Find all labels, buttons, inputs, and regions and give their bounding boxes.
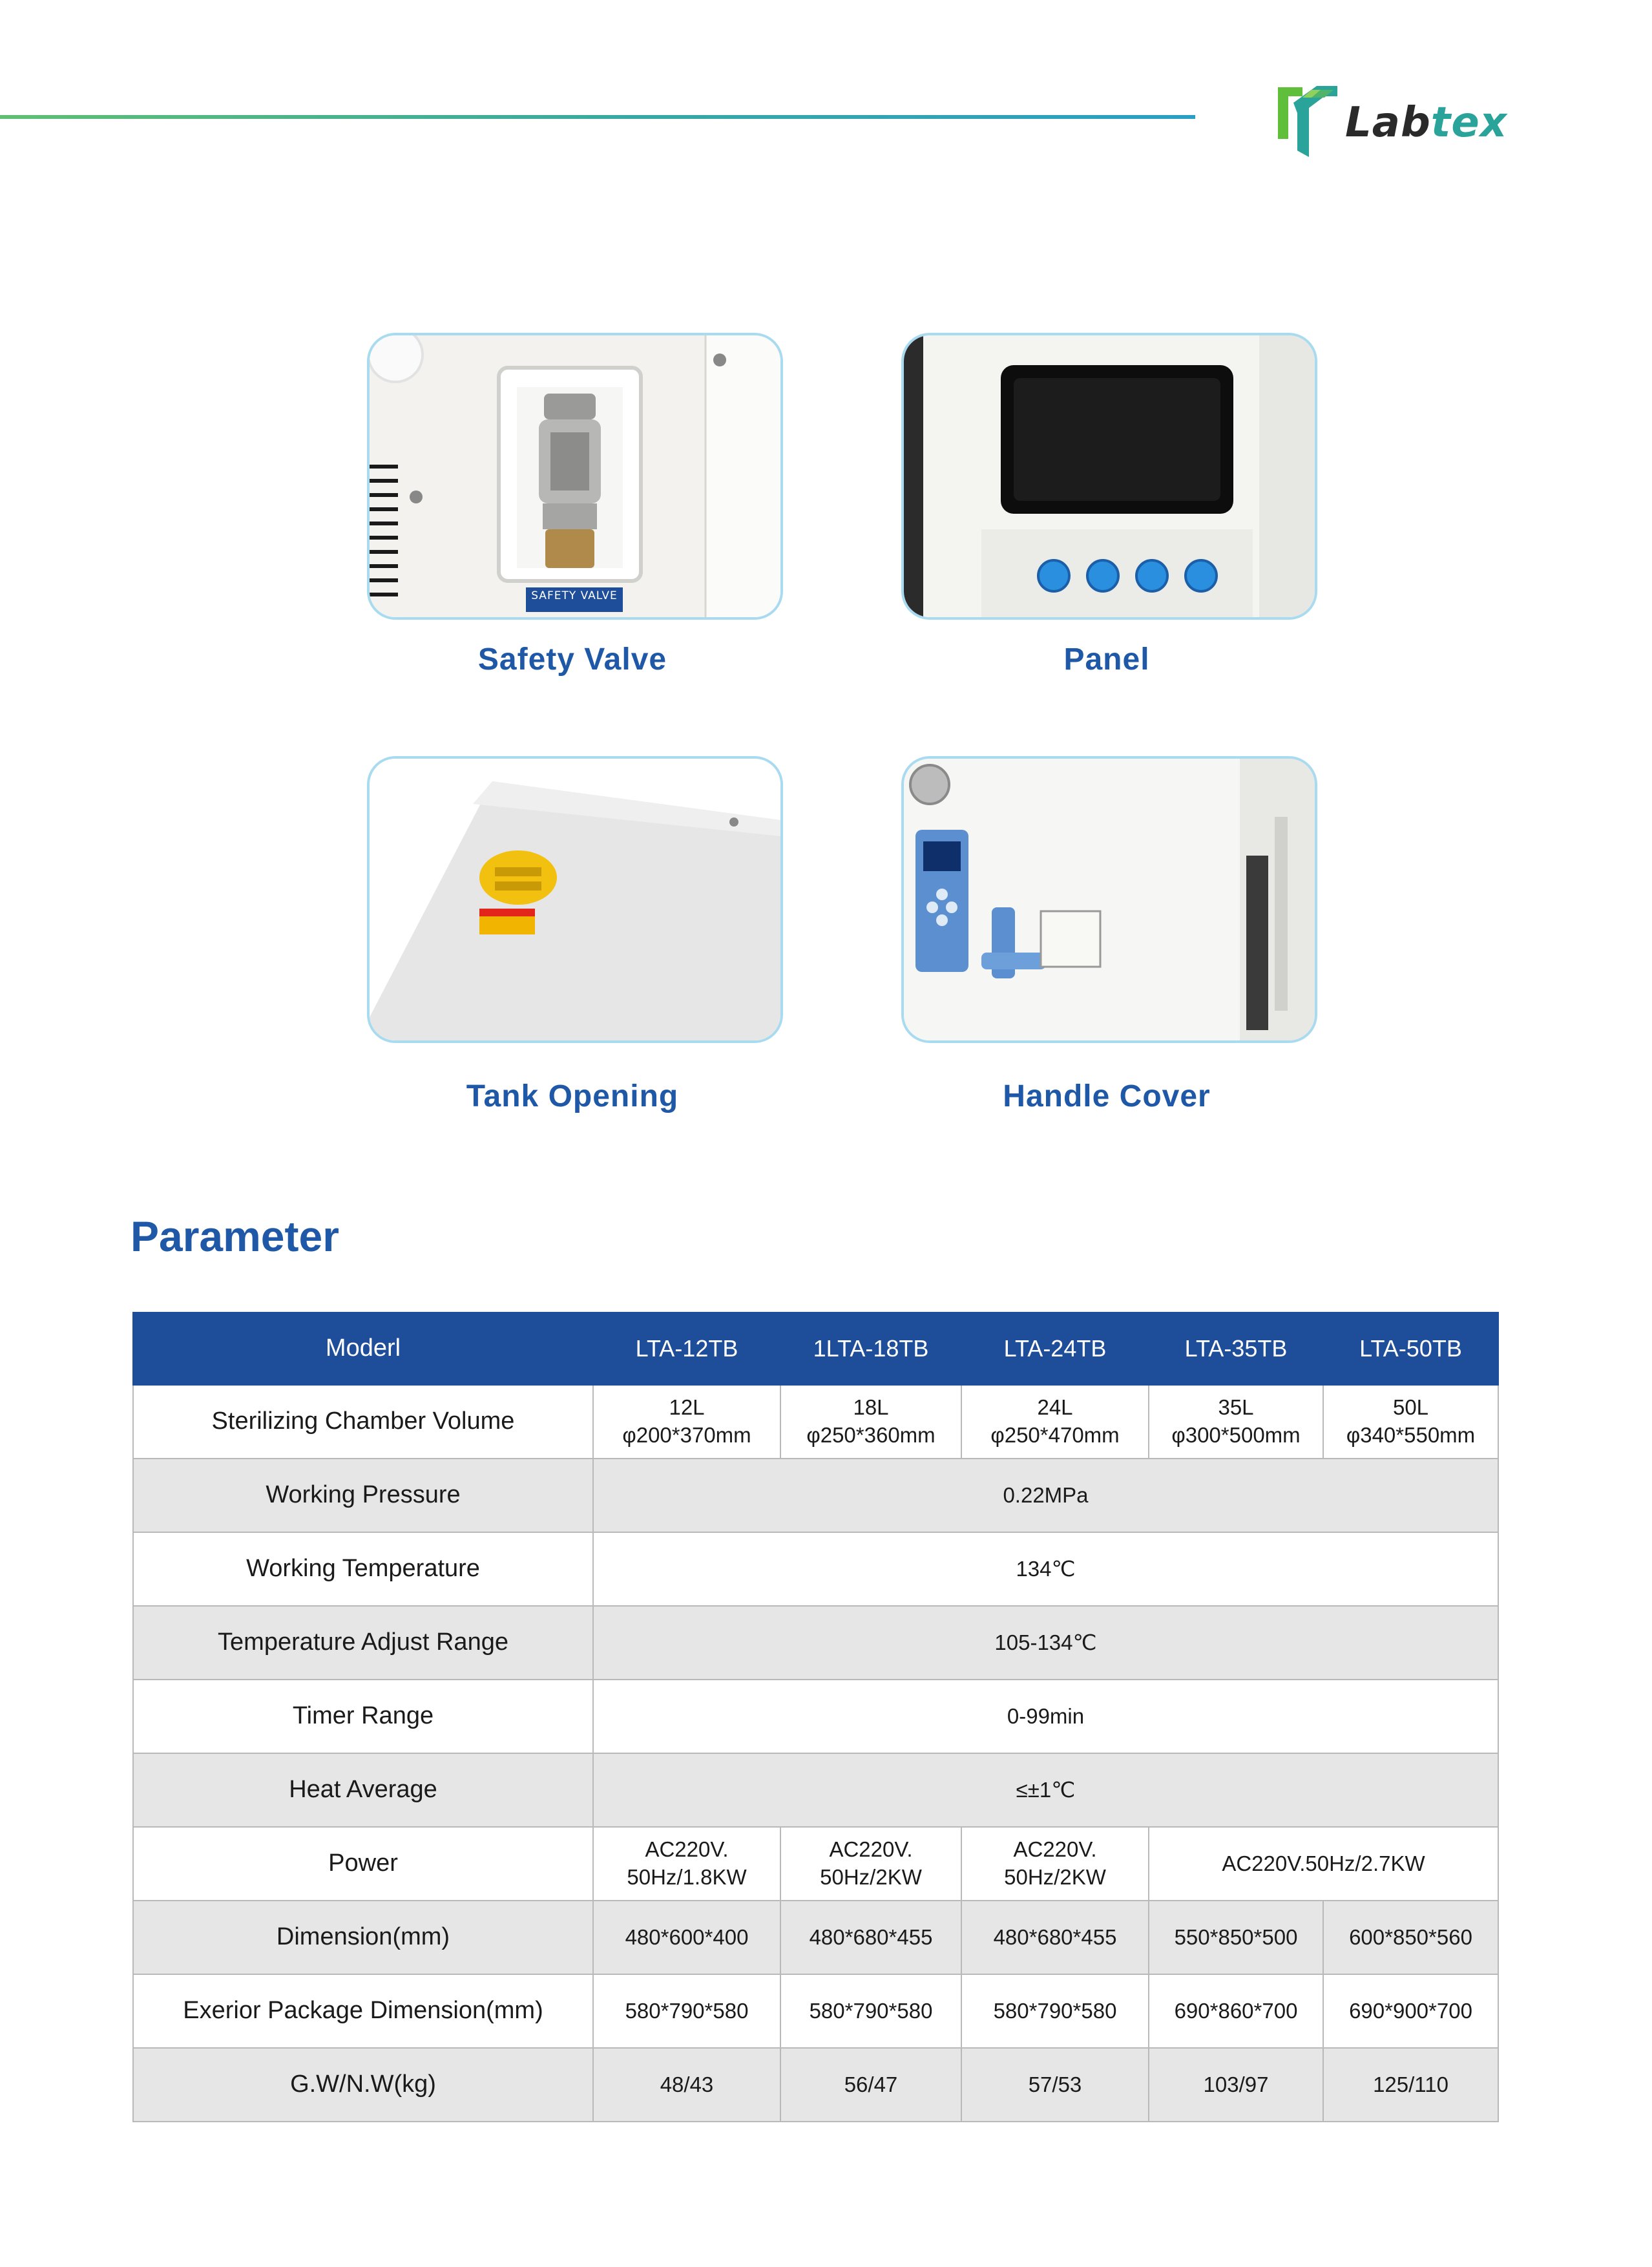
- logo-wordmark: Labtex: [1345, 99, 1508, 147]
- merged-cell: 0.22MPa: [593, 1459, 1498, 1532]
- caption-panel: Panel: [1063, 642, 1150, 677]
- table-row: [133, 1459, 1498, 1532]
- table-row: [133, 2048, 1498, 2122]
- table-cell: 57/53: [961, 2048, 1149, 2122]
- table-row: [133, 1532, 1498, 1606]
- table-cell: AC220V. 50Hz/2KW: [780, 1827, 961, 1901]
- safety-valve-photo: [367, 333, 783, 620]
- table-row: [133, 1606, 1498, 1680]
- table-cell: 480*600*400: [593, 1901, 780, 1974]
- header-rule: [0, 115, 1195, 119]
- table-cell: 580*790*580: [780, 1974, 961, 2048]
- table-cell: 24L φ250*470mm: [961, 1385, 1149, 1459]
- header-col: LTA-50TB: [1323, 1313, 1498, 1385]
- row-label: Working Pressure: [133, 1459, 593, 1532]
- row-label: Exerior Package Dimension(mm): [133, 1974, 593, 2048]
- row-label: Temperature Adjust Range: [133, 1606, 593, 1680]
- merged-cell: AC220V.50Hz/2.7KW: [1149, 1827, 1498, 1901]
- handle-cover-photo: [901, 756, 1317, 1043]
- merged-cell: 105-134℃: [593, 1606, 1498, 1680]
- row-label: Sterilizing Chamber Volume: [133, 1385, 593, 1459]
- table-header-row: [133, 1313, 1498, 1385]
- table-row: [133, 1827, 1498, 1901]
- row-label: Dimension(mm): [133, 1901, 593, 1974]
- header-col: LTA-12TB: [593, 1313, 780, 1385]
- caption-handle-cover: Handle Cover: [1003, 1079, 1211, 1113]
- table-cell: 18L φ250*360mm: [780, 1385, 961, 1459]
- table-cell: AC220V. 50Hz/1.8KW: [593, 1827, 780, 1901]
- row-label: Timer Range: [133, 1680, 593, 1753]
- table-cell: 50L φ340*550mm: [1323, 1385, 1498, 1459]
- header-col: LTA-24TB: [961, 1313, 1149, 1385]
- table-cell: AC220V. 50Hz/2KW: [961, 1827, 1149, 1901]
- table-cell: 480*680*455: [780, 1901, 961, 1974]
- merged-cell: 0-99min: [593, 1680, 1498, 1753]
- merged-cell: 134℃: [593, 1532, 1498, 1606]
- safety-valve-plate: SAFETY VALVE: [531, 589, 618, 602]
- row-label: Heat Average: [133, 1753, 593, 1827]
- tank-opening-photo: [367, 756, 783, 1043]
- row-label: Power: [133, 1827, 593, 1901]
- table-cell: 580*790*580: [961, 1974, 1149, 2048]
- table-cell: 35L φ300*500mm: [1149, 1385, 1323, 1459]
- table-row: [133, 1680, 1498, 1753]
- header-col: LTA-35TB: [1149, 1313, 1323, 1385]
- table-cell: 690*900*700: [1323, 1974, 1498, 2048]
- table-cell: 580*790*580: [593, 1974, 780, 2048]
- section-title: Parameter: [131, 1212, 339, 1260]
- table-cell: 56/47: [780, 2048, 961, 2122]
- header-model: Moderl: [133, 1313, 593, 1385]
- table-cell: 550*850*500: [1149, 1901, 1323, 1974]
- merged-cell: ≤±1℃: [593, 1753, 1498, 1827]
- table-cell: 125/110: [1323, 2048, 1498, 2122]
- table-row: [133, 1974, 1498, 2048]
- row-label: Working Temperature: [133, 1532, 593, 1606]
- table-cell: 103/97: [1149, 2048, 1323, 2122]
- table-cell: 690*860*700: [1149, 1974, 1323, 2048]
- parameter-table: [132, 1312, 1499, 2122]
- row-label: G.W/N.W(kg): [133, 2048, 593, 2122]
- header-col: 1LTA-18TB: [780, 1313, 961, 1385]
- table-cell: 600*850*560: [1323, 1901, 1498, 1974]
- table-cell: 12L φ200*370mm: [593, 1385, 780, 1459]
- table-cell: 480*680*455: [961, 1901, 1149, 1974]
- caption-safety-valve: Safety Valve: [477, 642, 667, 677]
- panel-photo: [901, 333, 1317, 620]
- table-row: [133, 1385, 1498, 1459]
- caption-tank-opening: Tank Opening: [466, 1079, 679, 1113]
- table-row: [133, 1901, 1498, 1974]
- table-row: [133, 1753, 1498, 1827]
- logo-mark-icon: [1266, 74, 1350, 165]
- table-cell: 48/43: [593, 2048, 780, 2122]
- brand-logo: [1266, 74, 1508, 165]
